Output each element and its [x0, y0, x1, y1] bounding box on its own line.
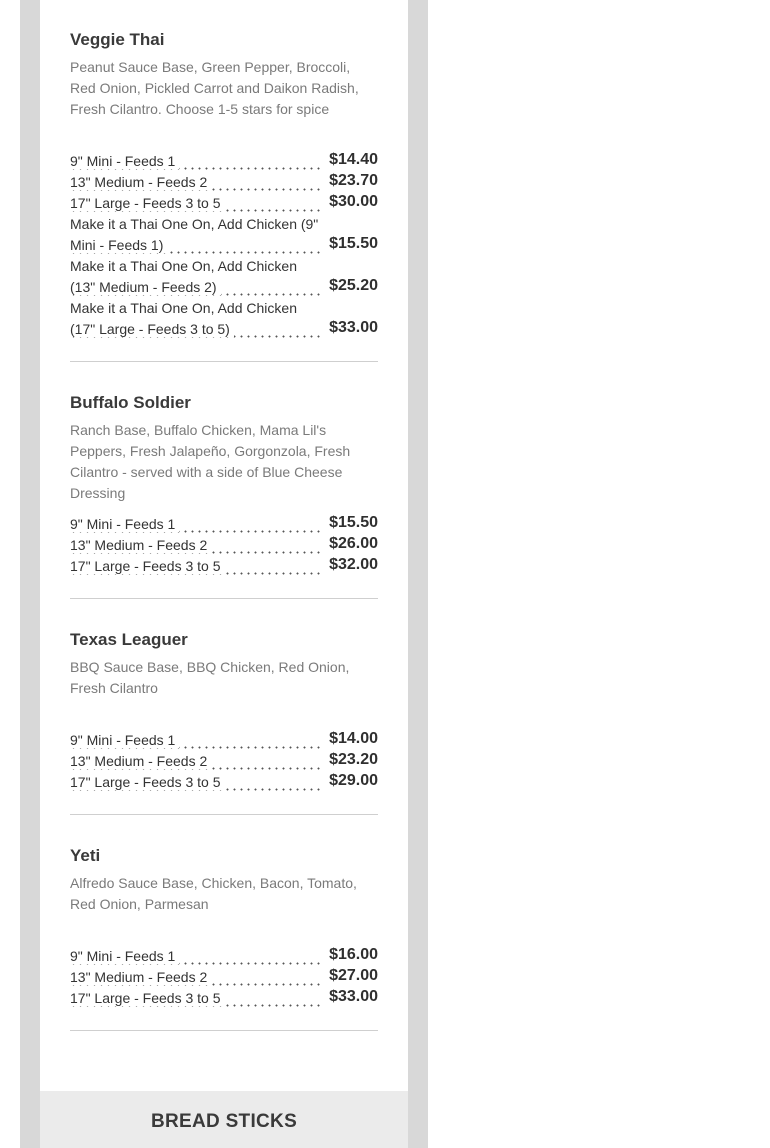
price-option[interactable] [70, 946, 378, 967]
price-value: $33.00 [329, 988, 378, 1005]
price-option[interactable] [70, 556, 378, 577]
price-value: $32.00 [329, 556, 378, 573]
size-label: 9" Mini - Feeds 1 [70, 732, 179, 748]
price-option[interactable] [70, 298, 378, 340]
item-divider [70, 1030, 378, 1031]
size-label: 17" Large - Feeds 3 to 5 [70, 558, 225, 574]
price-value: $29.00 [329, 772, 378, 789]
price-option[interactable] [70, 751, 378, 772]
size-label: 9" Mini - Feeds 1 [70, 153, 179, 169]
size-label: 13" Medium - Feeds 2 [70, 174, 211, 190]
item-divider [70, 814, 378, 815]
size-label: Make it a Thai One On, Add Chicken (13" Medium - Feeds 2) [70, 258, 297, 295]
price-value: $26.00 [329, 535, 378, 552]
price-value: $15.50 [329, 514, 378, 531]
item-name: Veggie Thai [70, 30, 165, 49]
price-value: $33.00 [329, 319, 378, 336]
section-title: BREAD STICKS [150, 1111, 298, 1132]
price-option[interactable] [70, 256, 378, 298]
item-divider [70, 361, 378, 362]
price-value: $16.00 [329, 946, 378, 963]
item-name: Yeti [70, 846, 101, 865]
item-description: Ranch Base, Buffalo Chicken, Mama Lil's Peppers, Fresh Jalapeño, Gorgonzola, Fresh Cilantro - served with a side of Blue Cheese Dressing [70, 422, 351, 501]
menu-column [40, 0, 408, 1148]
price-option[interactable] [70, 214, 378, 256]
price-option[interactable] [70, 514, 378, 535]
price-value: $23.70 [329, 172, 378, 189]
size-label: 17" Large - Feeds 3 to 5 [70, 990, 225, 1006]
size-label: 13" Medium - Feeds 2 [70, 753, 211, 769]
item-description: BBQ Sauce Base, BBQ Chicken, Red Onion, Fresh Cilantro [70, 659, 350, 696]
item-description: Alfredo Sauce Base, Chicken, Bacon, Tomato, Red Onion, Parmesan [70, 875, 357, 912]
price-option[interactable] [70, 988, 378, 1009]
price-value: $25.20 [329, 277, 378, 294]
price-value: $27.00 [329, 967, 378, 984]
size-label: 17" Large - Feeds 3 to 5 [70, 195, 225, 211]
item-name: Buffalo Soldier [70, 393, 191, 412]
size-label: 13" Medium - Feeds 2 [70, 537, 211, 553]
size-label: Make it a Thai One On, Add Chicken (9" Mini - Feeds 1) [70, 216, 319, 253]
size-label: 9" Mini - Feeds 1 [70, 948, 179, 964]
price-option[interactable] [70, 730, 378, 751]
price-value: $14.40 [329, 151, 378, 168]
price-option[interactable] [70, 967, 378, 988]
price-option[interactable] [70, 772, 378, 793]
price-option[interactable] [70, 535, 378, 556]
section-header-bread-sticks[interactable] [40, 1091, 408, 1148]
price-option[interactable] [70, 151, 378, 172]
size-label: 13" Medium - Feeds 2 [70, 969, 211, 985]
item-divider [70, 598, 378, 599]
price-option[interactable] [70, 172, 378, 193]
size-label: 9" Mini - Feeds 1 [70, 516, 179, 532]
price-value: $23.20 [329, 751, 378, 768]
price-value: $30.00 [329, 193, 378, 210]
size-label: 17" Large - Feeds 3 to 5 [70, 774, 225, 790]
price-option[interactable] [70, 193, 378, 214]
item-description: Peanut Sauce Base, Green Pepper, Broccoli, Red Onion, Pickled Carrot and Daikon Radish, Fresh Cilantro. Choose 1-5 stars for spice [70, 59, 359, 117]
price-value: $14.00 [329, 730, 378, 747]
price-value: $15.50 [329, 235, 378, 252]
item-name: Texas Leaguer [70, 630, 188, 649]
size-label: Make it a Thai One On, Add Chicken (17" Large - Feeds 3 to 5) [70, 300, 297, 337]
